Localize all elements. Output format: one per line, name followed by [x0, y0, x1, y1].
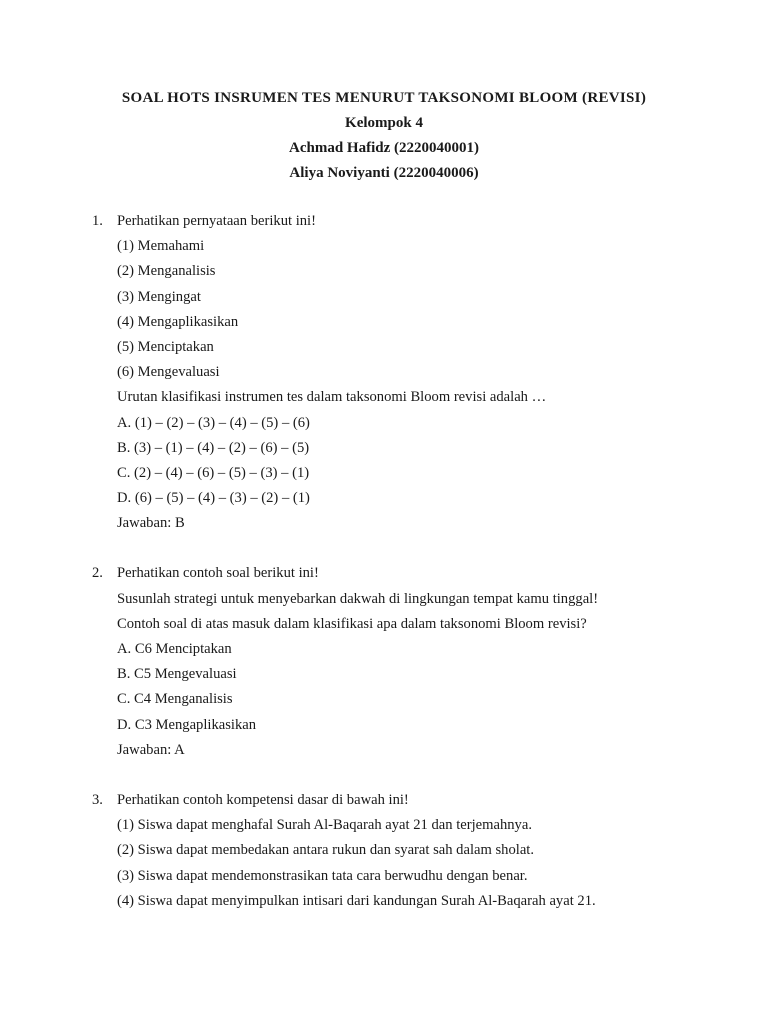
answer-option-a: A. C6 Menciptakan: [117, 641, 232, 657]
competency-item: (2) Siswa dapat membedakan antara rukun dan syarat sah dalam sholat.: [117, 842, 534, 859]
statement-item: (6) Mengevaluasi: [117, 364, 220, 381]
answer-option-b: B. C5 Mengevaluasi: [117, 666, 237, 683]
answer-key: Jawaban: A: [117, 741, 185, 758]
question-stem: Contoh soal di atas masuk dalam klasifikasi apa dalam taksonomi Bloom revisi?: [117, 615, 587, 632]
question-number: 3.: [92, 791, 103, 808]
question-list: [92, 209, 732, 939]
question-prompt: Perhatikan contoh kompetensi dasar di bawah ini!: [117, 791, 409, 808]
document-header: [0, 86, 768, 186]
example-question: Susunlah strategi untuk menyebarkan dakwah di lingkungan tempat kamu tinggal!: [117, 590, 599, 607]
answer-option-c: C. (2) – (4) – (6) – (5) – (3) – (1): [117, 464, 310, 481]
question-2: [92, 561, 732, 763]
member-name-1: Achmad Hafidz (2220040001): [289, 140, 479, 156]
answer-option-a: A. (1) – (2) – (3) – (4) – (5) – (6): [117, 414, 310, 431]
statement-item: (1) Memahami: [117, 238, 205, 255]
member-name-2: Aliya Noviyanti (2220040006): [289, 165, 479, 181]
competency-item: (4) Siswa dapat menyimpulkan intisari dari kandungan Surah Al-Baqarah ayat 21.: [117, 892, 596, 909]
group-name: Kelompok 4: [345, 115, 423, 131]
question-3: [92, 788, 732, 914]
question-body: [117, 561, 732, 763]
statement-item: (5) Menciptakan: [117, 338, 214, 355]
question-prompt: Perhatikan pernyataan berikut ini!: [117, 213, 316, 229]
answer-option-d: D. C3 Mengaplikasikan: [117, 716, 257, 733]
question-body: [117, 788, 732, 914]
document-title: SOAL HOTS INSRUMEN TES MENURUT TAKSONOMI BLOOM (REVISI): [121, 90, 647, 106]
answer-key: Jawaban: B: [117, 515, 185, 532]
question-1: [92, 209, 732, 536]
question-number: 1.: [92, 213, 103, 229]
answer-option-c: C. C4 Menganalisis: [117, 691, 233, 708]
statement-item: (4) Mengaplikasikan: [117, 313, 239, 330]
statement-item: (2) Menganalisis: [117, 263, 216, 280]
answer-option-b: B. (3) – (1) – (4) – (2) – (6) – (5): [117, 439, 310, 456]
statement-item: (3) Mengingat: [117, 288, 201, 305]
question-prompt: Perhatikan contoh soal berikut ini!: [117, 565, 319, 582]
competency-item: (3) Siswa dapat mendemonstrasikan tata cara berwudhu dengan benar.: [117, 867, 528, 884]
competency-item: (1) Siswa dapat menghafal Surah Al-Baqarah ayat 21 dan terjemahnya.: [117, 817, 532, 834]
answer-option-d: D. (6) – (5) – (4) – (3) – (2) – (1): [117, 490, 310, 507]
question-body: [117, 209, 732, 536]
question-number: 2.: [92, 565, 103, 582]
question-stem: Urutan klasifikasi instrumen tes dalam taksonomi Bloom revisi adalah …: [117, 389, 547, 406]
